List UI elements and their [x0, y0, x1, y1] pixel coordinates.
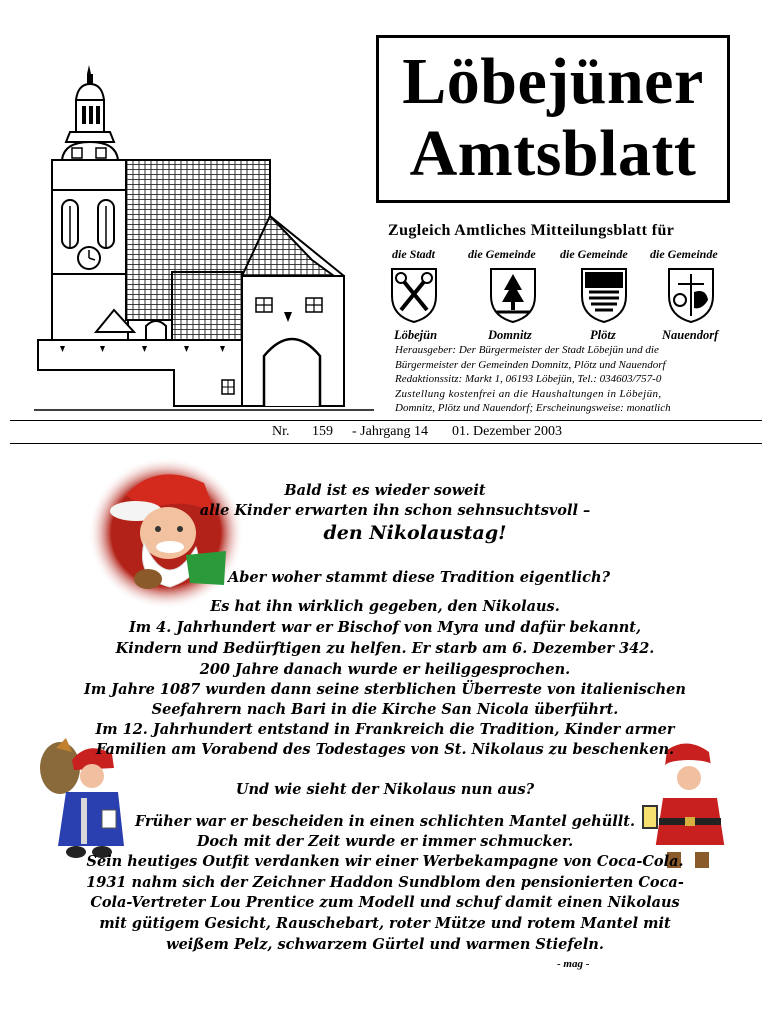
church-illustration: [34, 60, 374, 412]
article-line: Doch mit der Zeit wurde er immer schmucker.: [196, 833, 574, 850]
article-headline: den Nikolaustag!: [323, 522, 507, 544]
article-line: mit gütigem Gesicht, Rauschebart, roter Mütze und rotem Mantel mit: [99, 915, 671, 932]
domnitz-crest-icon: [488, 266, 538, 324]
article-question: Und wie sieht der Nikolaus nun aus?: [235, 781, 535, 798]
region-name-ploetz: Plötz: [590, 328, 616, 342]
article-line: Cola-Vertreter Lou Prentice zum Modell und schuf damit einen Nikolaus: [90, 894, 680, 911]
issue-jahrgang: - Jahrgang 14: [352, 424, 428, 439]
issue-rule-top: [10, 420, 762, 421]
issue-date: 01. Dezember 2003: [452, 424, 563, 439]
article-line: Im 4. Jahrhundert war er Bischof von Myra und dafür bekannt,: [128, 619, 642, 636]
issue-nr-label: Nr.: [272, 424, 290, 439]
publisher-line: Bürgermeister der Gemeinden Domnitz, Plötz und Nauendorf: [395, 358, 666, 371]
publisher-line: Herausgeber: Der Bürgermeister der Stadt Löbejün und die: [395, 344, 659, 356]
ploetz-crest-icon: [579, 266, 629, 324]
article-line: 200 Jahre danach wurde er heiliggesprochen.: [199, 661, 571, 678]
publisher-line: Zustellung kostenfrei an die Haushaltungen in Löbejün,: [395, 387, 662, 400]
region-label-nauendorf: die Gemeinde: [650, 247, 718, 261]
region-label-stadt: die Stadt: [392, 247, 436, 261]
publisher-line: Redaktionssitz: Markt 1, 06193 Löbejün, Tel.: 034603/757-0: [395, 373, 662, 385]
nauendorf-crest-icon: [666, 266, 716, 324]
article-line: Sein heutiges Outfit verdanken wir einer Werbekampagne von Coca-Cola.: [86, 853, 684, 870]
article-author: - mag -: [557, 958, 590, 970]
masthead-title-line1: Löbejüner: [402, 45, 704, 118]
article-line: Früher war er bescheiden in einen schlichten Mantel gehüllt.: [134, 813, 636, 830]
issue-rule-bottom: [10, 443, 762, 444]
article-line: weißem Pelz, schwarzem Gürtel und warmen Stiefeln.: [166, 936, 604, 953]
region-name-nauendorf: Nauendorf: [662, 328, 719, 342]
publisher-line: Domnitz, Plötz und Nauendorf; Erscheinungsweise: monatlich: [395, 402, 671, 414]
article-line: Seefahrern nach Bari in die Kirche San Nicola überführt.: [151, 701, 619, 718]
article-line: Familien am Vorabend des Todestages von St. Nikolaus zu beschenken.: [95, 741, 675, 758]
region-name-loebejuen: Löbejün: [394, 328, 438, 342]
region-name-domnitz: Domnitz: [488, 328, 532, 342]
article-line: Bald ist es wieder soweit: [284, 482, 486, 499]
article-line: alle Kinder erwarten ihn schon sehnsuchtsvoll –: [199, 502, 591, 519]
loebejuen-crest-icon: [389, 266, 439, 324]
article-line: 1931 nahm sich der Zeichner Haddon Sundblom den pensionierten Coca-: [86, 874, 684, 891]
article-line: Im 12. Jahrhundert entstand in Frankreich die Tradition, Kinder armer: [95, 721, 675, 738]
region-label-ploetz: die Gemeinde: [560, 247, 628, 261]
article-line: Kindern und Bedürftigen zu helfen. Er starb am 6. Dezember 342.: [115, 640, 655, 657]
issue-number: 159: [312, 424, 333, 439]
masthead-subtitle: Zugleich Amtliches Mitteilungsblatt für: [388, 222, 675, 239]
article-line: Im Jahre 1087 wurden dann seine sterblichen Überreste von italienischen: [84, 681, 686, 698]
article-line: Es hat ihn wirklich gegeben, den Nikolaus.: [210, 598, 560, 615]
masthead-title-line2: Amtsblatt: [409, 117, 697, 190]
masthead-title-box: [376, 35, 730, 203]
region-label-domnitz: die Gemeinde: [468, 247, 536, 261]
article-question: Aber woher stammt diese Tradition eigentlich?: [227, 569, 610, 586]
publisher-info: [395, 343, 740, 416]
